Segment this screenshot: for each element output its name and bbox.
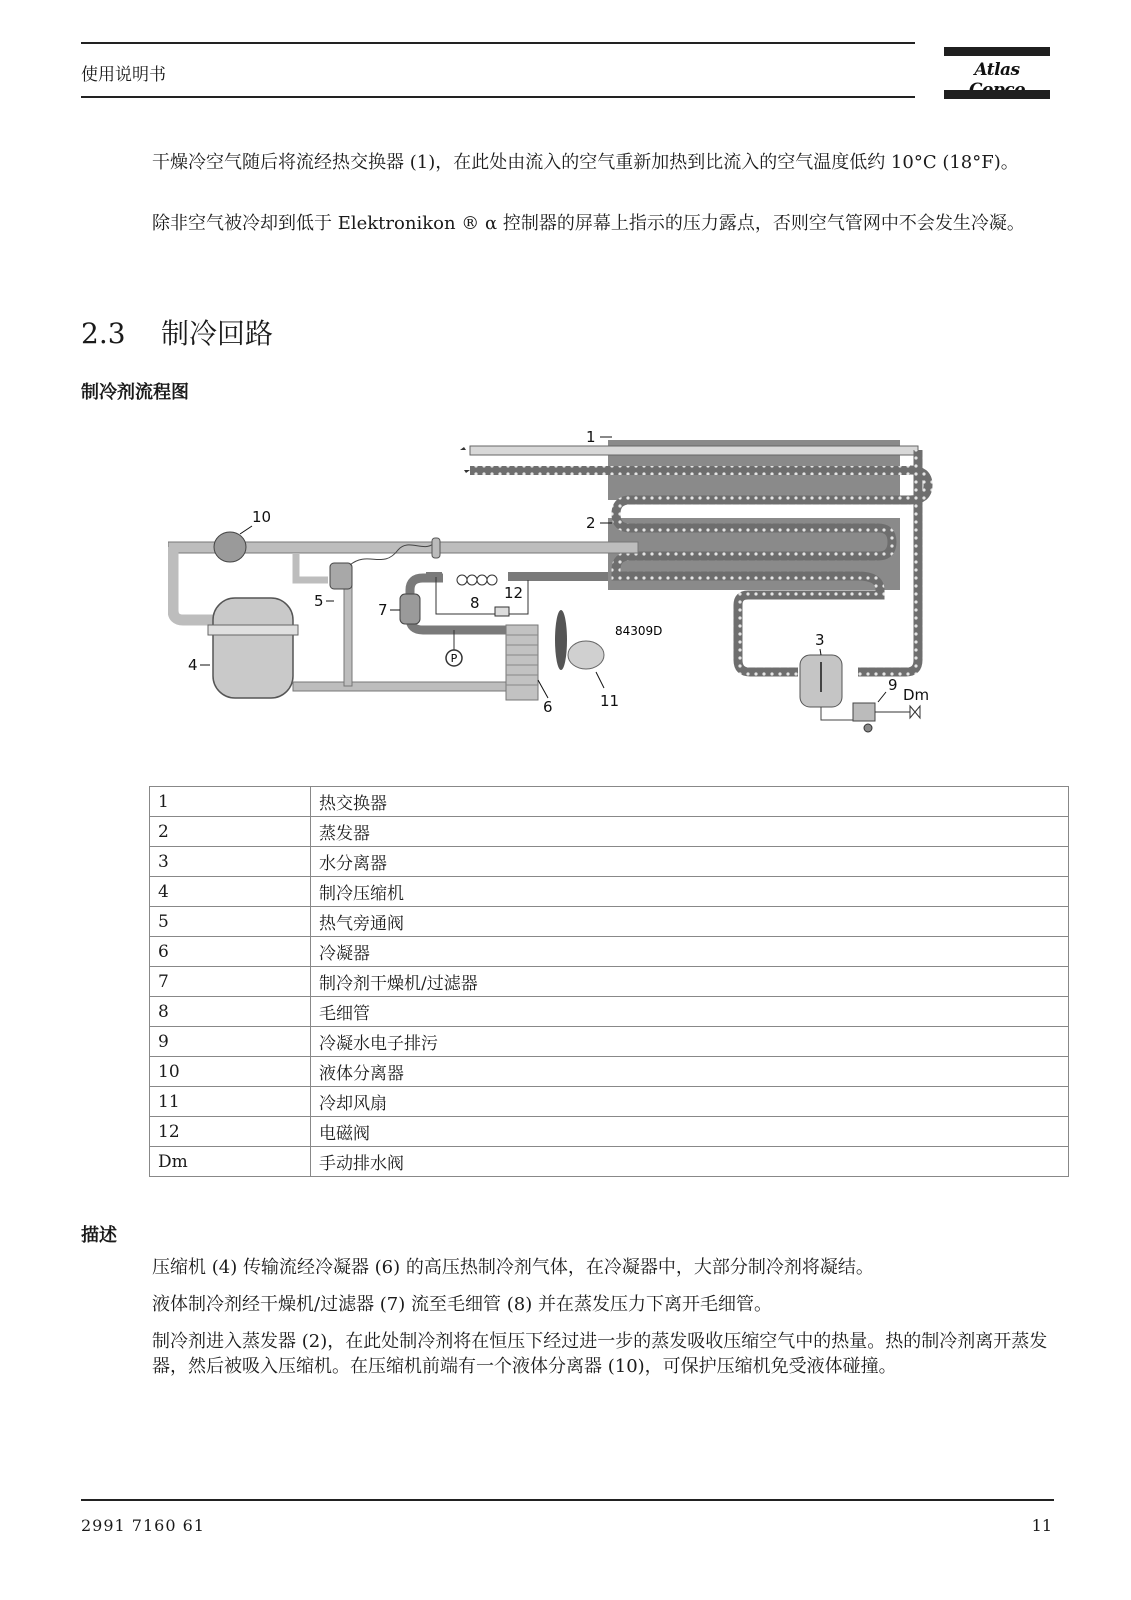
- legend-key: 2: [150, 817, 311, 847]
- electronic-drain: [853, 703, 875, 721]
- legend-row: [150, 1117, 1069, 1147]
- description-heading: 描述: [81, 1225, 117, 1246]
- callout-11: 11: [600, 692, 620, 710]
- legend-value: 电磁阀: [311, 1117, 1069, 1147]
- hot-gas-bypass-valve: [330, 563, 352, 589]
- legend-value: 制冷剂干燥机/过滤器: [311, 967, 1069, 997]
- legend-row: [150, 907, 1069, 937]
- legend-value: 冷却风扇: [311, 1087, 1069, 1117]
- drain-line: [821, 707, 858, 720]
- legend-key: 11: [150, 1087, 311, 1117]
- callout-1: 1: [586, 430, 596, 446]
- header-title: 使用说明书: [81, 65, 166, 85]
- callout-3: 3: [815, 631, 825, 649]
- legend-row: [150, 967, 1069, 997]
- air-inlet-pipe: [470, 466, 910, 475]
- legend-table: [149, 786, 1069, 1177]
- callout-6: 6: [543, 698, 553, 716]
- diagram-code: 84309D: [615, 624, 663, 638]
- legend-value: 热交换器: [311, 787, 1069, 817]
- drier-filter: [400, 594, 420, 624]
- legend-row: [150, 847, 1069, 877]
- page-number: 11: [1031, 1516, 1052, 1535]
- manual-drain-valve: [910, 706, 920, 718]
- sensor-bulb: [432, 538, 440, 558]
- solenoid-valve: [495, 607, 509, 616]
- air-out-arrow: [460, 447, 466, 450]
- section-number: 2.3: [81, 317, 126, 350]
- legend-key: 4: [150, 877, 311, 907]
- legend-value: 液体分离器: [311, 1057, 1069, 1087]
- suction-line-down: [173, 547, 213, 620]
- legend-key: 7: [150, 967, 311, 997]
- legend-key: 3: [150, 847, 311, 877]
- description-paragraph-3: 制冷剂进入蒸发器 (2)，在此处制冷剂将在恒压下经过进一步的蒸发吸收压缩空气中的热量。热的制冷剂离开蒸发器，然后被吸入压缩机。在压缩机前端有一个液体分离器 (10)，可保护压缩机免受液体碰撞。: [152, 1331, 1048, 1377]
- logo-text: Atlas: [974, 60, 1020, 80]
- legend-row: [150, 817, 1069, 847]
- discharge-line: [293, 682, 511, 691]
- refrigerant-flow-diagram: [168, 430, 968, 760]
- legend-key: 9: [150, 1027, 311, 1057]
- legend-value: 手动排水阀: [311, 1147, 1069, 1177]
- legend-value: 毛细管: [311, 997, 1069, 1027]
- legend-key: 6: [150, 937, 311, 967]
- logo-bar-top: [944, 47, 1050, 56]
- liquid-line: [410, 578, 506, 630]
- section-title: 制冷回路: [161, 317, 274, 350]
- legend-value: 蒸发器: [311, 817, 1069, 847]
- pressure-symbol: P: [450, 652, 458, 665]
- callout-9: 9: [888, 676, 898, 694]
- legend-row: [150, 1147, 1069, 1177]
- legend-table-body: [150, 787, 1069, 1177]
- legend-key: 12: [150, 1117, 311, 1147]
- legend-row: [150, 997, 1069, 1027]
- callout-dm: Dm: [903, 686, 930, 704]
- compressor: [213, 598, 293, 698]
- legend-value: 冷凝水电子排污: [311, 1027, 1069, 1057]
- callout-5: 5: [314, 592, 324, 610]
- atlas-copco-logo: [944, 47, 1050, 101]
- compressor-band: [208, 625, 298, 635]
- fan-motor: [568, 641, 604, 669]
- legend-value: 热气旁通阀: [311, 907, 1069, 937]
- legend-key: 5: [150, 907, 311, 937]
- capillary-outlet: [508, 572, 608, 581]
- callout-8: 8: [470, 594, 480, 612]
- legend-key: 10: [150, 1057, 311, 1087]
- legend-row: [150, 787, 1069, 817]
- legend-row: [150, 877, 1069, 907]
- description-paragraph-1: 压缩机 (4) 传输流经冷凝器 (6) 的高压热制冷剂气体，在冷凝器中，大部分制冷剂将凝结。: [152, 1257, 874, 1278]
- air-in-arrow: [464, 470, 470, 473]
- diagram-subtitle: 制冷剂流程图: [81, 382, 189, 403]
- callout-2: 2: [586, 514, 596, 532]
- description-paragraph-2: 液体制冷剂经干燥机/过滤器 (7) 流至毛细管 (8) 并在蒸发压力下离开毛细管。: [152, 1294, 772, 1315]
- callout-12: 12: [504, 584, 524, 602]
- header-top-rule: [81, 42, 915, 44]
- legend-value: 水分离器: [311, 847, 1069, 877]
- legend-key: 8: [150, 997, 311, 1027]
- legend-row: [150, 1057, 1069, 1087]
- liquid-separator: [214, 532, 246, 562]
- callout-10: 10: [252, 508, 272, 526]
- callout-7: 7: [378, 601, 388, 619]
- air-outlet-pipe: [470, 446, 918, 455]
- header-bottom-rule: [81, 96, 915, 98]
- legend-key: Dm: [150, 1147, 311, 1177]
- legend-value: 冷凝器: [311, 937, 1069, 967]
- document-number: 2991 7160 61: [81, 1516, 205, 1535]
- capillary-inlet: [426, 572, 442, 581]
- condenser: [506, 625, 538, 700]
- section-heading: [81, 312, 273, 352]
- legend-value: 制冷压缩机: [311, 877, 1069, 907]
- intro-paragraph-1: 干燥冷空气随后将流经热交换器 (1)，在此处由流入的空气重新加热到比流入的空气温度低约 10°C (18°F)。: [152, 152, 1019, 173]
- legend-row: [150, 1087, 1069, 1117]
- legend-row: [150, 1027, 1069, 1057]
- legend-key: 1: [150, 787, 311, 817]
- footer-rule: [81, 1499, 1054, 1501]
- fan-blade: [555, 610, 567, 670]
- bypass-branch: [296, 553, 328, 580]
- logo-bar-bottom: [944, 90, 1050, 99]
- intro-paragraph-2: 除非空气被冷却到低于 Elektronikon ® α 控制器的屏幕上指示的压力露点，否则空气管网中不会发生冷凝。: [152, 213, 1025, 234]
- callout-4: 4: [188, 656, 198, 674]
- legend-row: [150, 937, 1069, 967]
